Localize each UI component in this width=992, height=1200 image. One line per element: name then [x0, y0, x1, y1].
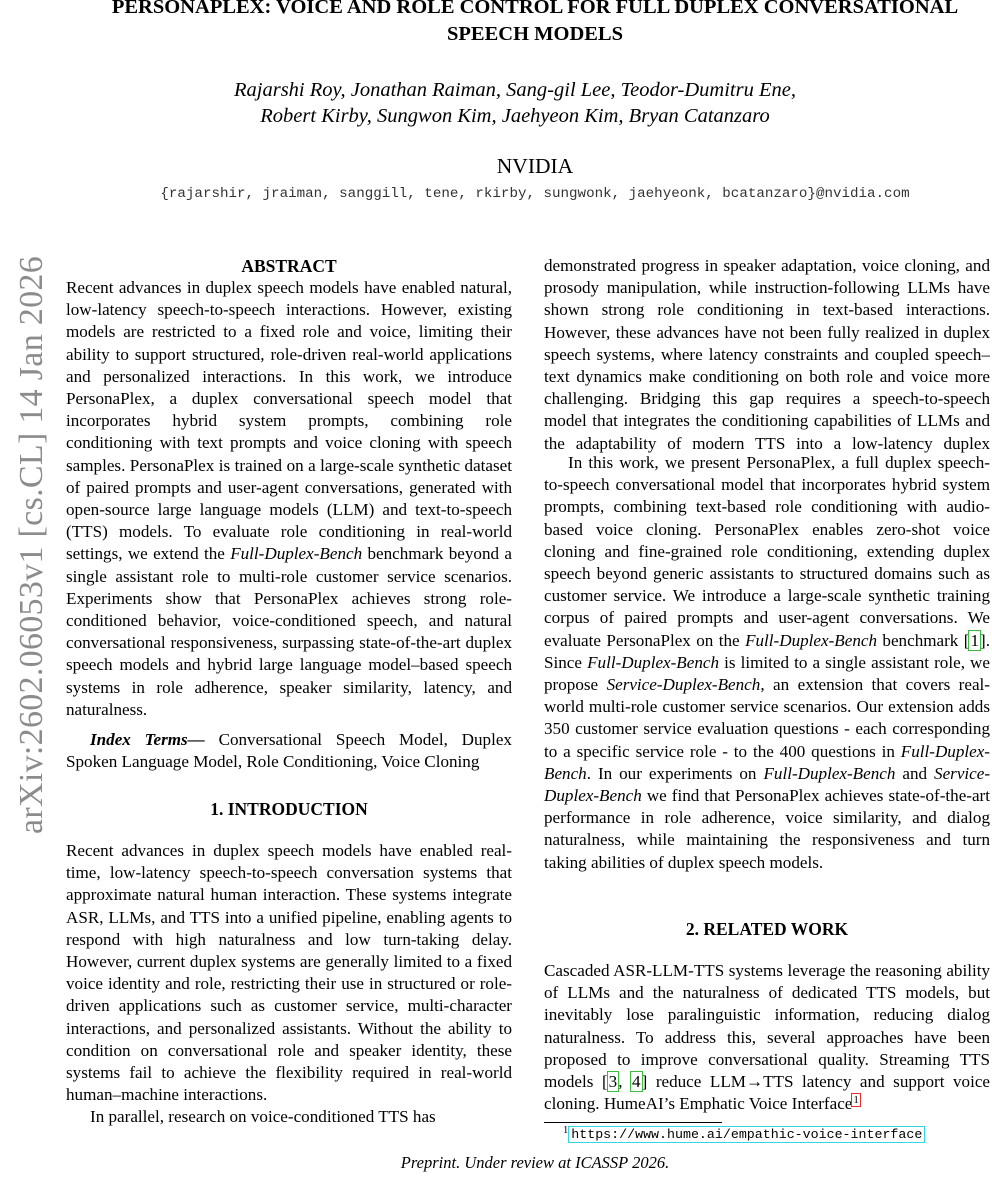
related-work-section — [544, 918, 990, 1115]
intro-p3-e: , an extension that covers real-world multi-role customer service scenarios. Our extension adds 350 customer service evaluation questions - each corresponding to a specific service role - to the 400 questions in — [544, 675, 990, 761]
authors-line-2: Robert Kirby, Sungwon Kim, Jaehyeon Kim, Bryan Catanzaro — [260, 105, 770, 127]
intro-p3-bench2: Full-Duplex-Bench — [587, 652, 720, 672]
preprint-footer: Preprint. Under review at ICASSP 2026. — [400, 1153, 670, 1172]
intro-p3-bench4: Full-Duplex-Bench — [544, 741, 990, 783]
index-terms-text: Conversational Speech Model, Duplex Spoken Language Model, Role Conditioning, Voice Cloning — [66, 730, 512, 772]
related-work-paragraph: Cascaded ASR-LLM-TTS systems leverage the reasoning ability of LLMs and the naturalness of dedicated TTS models, but inevitably lose paralinguistic information, reducing dialog naturalness. To address this, several approaches have been proposed to improve conversational quality. Streaming TTS models [3, 4] reduce LLM→TTS latency and support voice cloning. HumeAI’s Emphatic Voice Interface$^1$ — [544, 961, 991, 1114]
arxiv-watermark: arXiv:2602.06053v1 [cs.CL] 14 Jan 2026 — [13, 256, 50, 834]
intro-p3-c: . Since — [544, 630, 990, 672]
index-terms — [66, 729, 512, 773]
affiliation: NVIDIA — [496, 154, 574, 178]
footnote-mark: 1 — [563, 1125, 569, 1136]
footnote-divider — [544, 1122, 722, 1123]
abstract-heading: ABSTRACT — [241, 256, 337, 276]
authors-line-1: Rajarshi Roy, Jonathan Raiman, Sang-gil Lee, Teodor-Dumitru Ene, — [234, 79, 796, 101]
intro-paragraph-2: In parallel, research on voice-conditioned TTS has — [90, 1107, 436, 1127]
citation-3[interactable]: 3 — [608, 1072, 618, 1092]
intro-p3-h: we find that PersonaPlex achieves state-of-the-art performance in role adherence, voice similarity, and dialog naturalness, while maintaining the responsiveness and turn taking abilities of duplex speech models. — [544, 786, 990, 872]
paper-title — [40, 0, 992, 48]
intro-p3-bench1: Full-Duplex-Bench — [745, 630, 878, 650]
abstract-benchmark: Full-Duplex-Bench — [230, 544, 363, 564]
related-work-b: reduce LLM→TTS latency and support voice cloning. HumeAI’s Emphatic Voice Interface — [544, 1072, 991, 1114]
intro-paragraph-1: Recent advances in duplex speech models have enabled real-time, low-latency speech-to-speech conversation systems that approximate natural human interaction. These systems integrate ASR, LLMs, and TTS into a unified pipeline, enabling agents to respond with high naturalness and low turn-taking delay. However, current duplex systems are generally limited to a fixed voice identity and role, restricting their use in structured or role-driven applications such as customer service, multi-character interactions, and personalized assistants. Without the ability to condition on conversational role and speaker identity, these systems fail to achieve the flexibility required in real-world human–machine interactions. — [66, 841, 512, 1105]
related-work-a: Cascaded ASR-LLM-TTS systems leverage the reasoning ability of LLMs and the naturalness of dedicated TTS models, but inevitably lose paralinguistic information, reducing dialog naturalness. To address this, several approaches have been proposed to improve conversational quality. Streaming TTS models — [544, 961, 990, 1092]
intro-paragraph-3: In this work, we present PersonaPlex, a full duplex speech-to-speech conversational model that incorporates hybrid system prompts, combining text-based role conditioning with audio-based voice cloning. PersonaPlex enables zero-shot voice cloning and fine-grained role conditioning, extending duplex speech beyond generic assistants to structured domains such as customer service. We introduce a large-scale synthetic training corpus of paired prompts and user-agent conversations. We evaluate PersonaPlex on the Full-Duplex-Bench benchmark [1]. Since Full-Duplex-Bench is limited to a single assistant role, we propose Service-Duplex-Bench, an extension that covers real-world multi-role customer service scenarios. Our extension adds 350 customer service evaluation questions - each corresponding to a specific service role - to the 400 questions in Full-Duplex-Bench. In our experiments on Full-Duplex-Bench and Service-Duplex-Bench we find that PersonaPlex achieves state-of-the-art performance in role adherence, voice similarity, and dialog naturalness, while maintaining the responsiveness and turn taking abilities of duplex speech models. — [544, 453, 991, 872]
abstract-body: Recent advances in duplex speech models have enabled natural, low-latency speech-to-speech interactions. However, existing models are restricted to a fixed role and voice, limiting their ability to support structured, role-driven real-world applications and personalized interactions. In this work, we introduce PersonaPlex, a duplex conversational speech model that incorporates hybrid system prompts, combining role conditioning with text prompts and voice cloning with speech samples. PersonaPlex is trained on a large-scale synthetic dataset of paired prompts and user-agent conversations, generated with open-source large language models (LLM) and text-to-speech (TTS) models. To evaluate role conditioning in real-world settings, we extend the — [66, 278, 512, 564]
index-terms-label: Index Terms— — [90, 730, 205, 750]
intro-paragraph-2-continuation — [544, 255, 990, 455]
footnote-url-link[interactable]: https://www.hume.ai/empathic-voice-interface — [571, 1127, 923, 1142]
abstract-text — [66, 277, 512, 721]
citation-1[interactable]: 1 — [970, 630, 980, 650]
abstract-body-cont: benchmark beyond a single assistant role to multi-role customer service scenarios. Experiments show that PersonaPlex achieves strong role-conditioned behavior, voice-conditioned speech, and natural conversational responsiveness, surpassing state-of-the-art duplex speech models and hybrid large language model–based speech systems in role adherence, speaker similarity, latency, and naturalness. — [66, 544, 512, 719]
intro-paragraph-2-start — [66, 1106, 512, 1128]
author-emails: {rajarshir, jraiman, sanggill, tene, rkirby, sungwonk, jaehyeonk, bcatanzaro}@nvidia.com — [160, 186, 910, 202]
intro-p3-f: . In our experiments on — [586, 763, 757, 783]
intro-p3-g: and — [902, 763, 928, 783]
intro-p3-b: benchmark — [882, 630, 959, 650]
citation-4[interactable]: 4 — [632, 1072, 641, 1092]
intro-paragraph-2-tail: demonstrated progress in speaker adaptation, voice cloning, and prosody manipulation, while instruction-following LLMs have shown strong role conditioning in text-based interactions. However, these advances have not been fully realized in duplex speech systems, where latency constraints and coupled speech–text dynamics make conditioning on both role and voice more challenging. Bridging this gap requires a speech-to-speech model that integrates the conditioning capabilities of LLMs and the adaptability of modern TTS into a low-latency duplex — [544, 256, 990, 453]
footnote-ref-1[interactable]: 1 — [853, 1093, 859, 1106]
author-list — [100, 77, 930, 129]
intro-p3-bench3: Service-Duplex-Bench — [606, 675, 761, 695]
intro-paragraph-3-block — [544, 452, 990, 874]
abstract-section — [66, 255, 512, 773]
intro-p3-d: is limited to a single assistant role, we propose — [544, 652, 990, 695]
footnote — [563, 1127, 924, 1144]
intro-p3-a: In this work, we present PersonaPlex, a full duplex speech-to-speech conversational model that incorporates hybrid system prompts, combining text-based role conditioning with audio-based voice cloning. PersonaPlex enables zero-shot voice cloning and fine-grained role conditioning, extending duplex speech beyond generic assistants to structured domains such as customer service. We introduce a large-scale synthetic training corpus of paired prompts and user-agent conversations. We evaluate PersonaPlex on the — [544, 453, 990, 650]
intro-p3-bench6: Service-Duplex-Bench — [544, 763, 991, 806]
introduction-section — [66, 798, 512, 1129]
title-line-2: SPEECH MODELS — [447, 23, 623, 45]
introduction-heading: 1. INTRODUCTION — [210, 799, 368, 819]
related-work-heading: 2. RELATED WORK — [685, 919, 849, 939]
title-line-1: PERSONAPLEX: VOICE AND ROLE CONTROL FOR FULL DUPLEX CONVERSATIONAL — [111, 0, 959, 18]
intro-p3-bench5: Full-Duplex-Bench — [763, 763, 896, 783]
